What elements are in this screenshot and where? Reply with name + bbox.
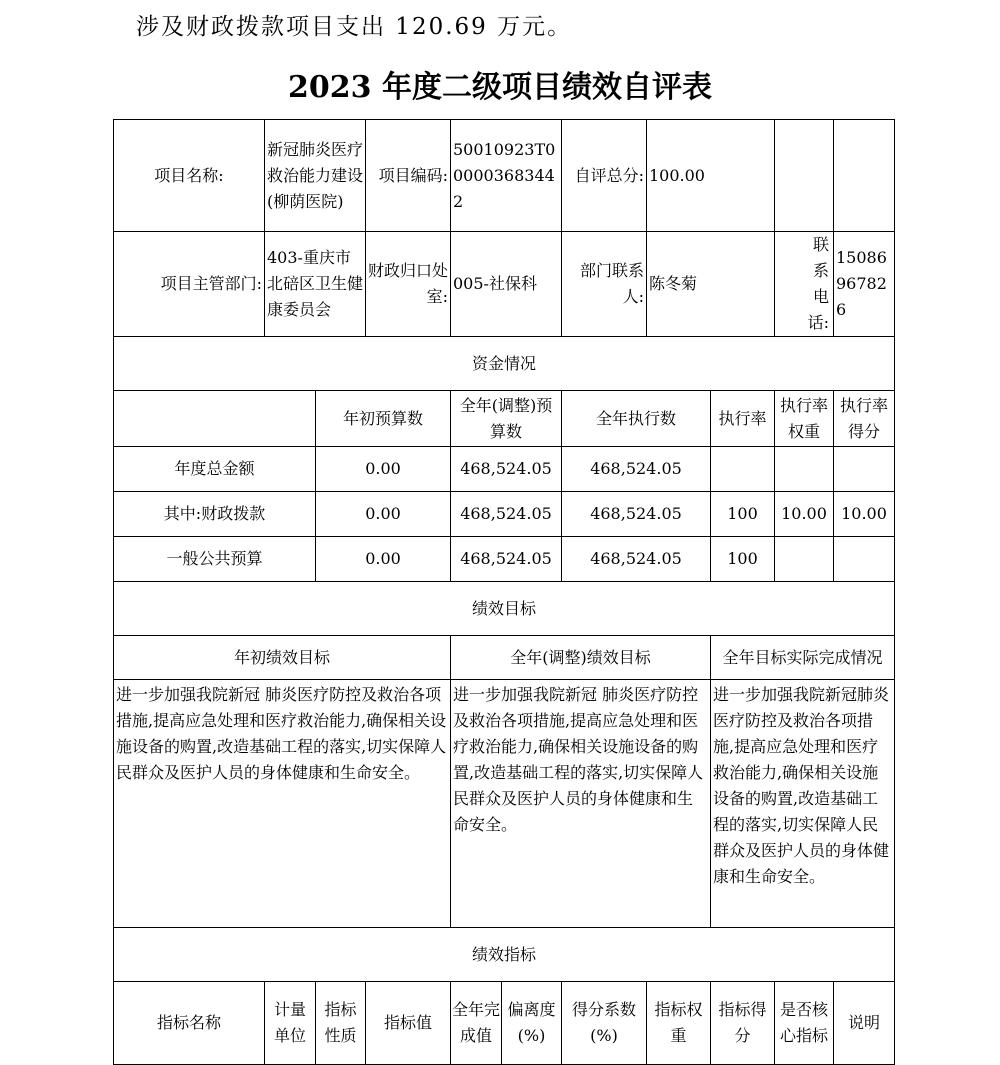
funds-executed: 468,524.05 bbox=[562, 492, 711, 537]
funds-row-label: 其中:财政拨款 bbox=[114, 492, 316, 537]
funds-row-general bbox=[114, 537, 895, 582]
funds-header-row bbox=[114, 391, 895, 447]
funds-header-score: 执行率得分 bbox=[834, 391, 895, 447]
funds-initial: 0.00 bbox=[316, 537, 451, 582]
funds-section-title: 资金情况 bbox=[114, 337, 895, 391]
goals-header-initial: 年初绩效目标 bbox=[114, 636, 451, 680]
project-code-label: 项目编码: bbox=[366, 120, 451, 232]
evaluation-table bbox=[113, 119, 895, 1065]
self-score-label: 自评总分: bbox=[562, 120, 647, 232]
ind-header-completed: 全年完成值 bbox=[451, 982, 502, 1064]
goals-text-adjusted: 进一步加强我院新冠 肺炎医疗防控及救治各项措施,提高应急处理和医疗救治能力,确保相关设施设备的购置,改造基础工程的落实,切实保障人民群众及医护人员的身体健康和生命安全。 bbox=[451, 680, 711, 928]
project-name-value: 新冠肺炎医疗救治能力建设(柳荫医院) bbox=[265, 120, 366, 232]
ind-header-core: 是否核心指标 bbox=[775, 982, 834, 1065]
goals-header-adjusted: 全年(调整)绩效目标 bbox=[451, 636, 711, 680]
dept-value: 403-重庆市北碚区卫生健康委员会 bbox=[265, 232, 366, 337]
ind-header-score: 指标得分 bbox=[711, 982, 775, 1065]
funds-header-initial: 年初预算数 bbox=[316, 391, 451, 447]
funds-score: 10.00 bbox=[834, 492, 895, 537]
project-code-value: 50010923T000003683442 bbox=[451, 120, 562, 232]
funds-section-row bbox=[114, 337, 895, 391]
funds-rate: 100 bbox=[711, 537, 775, 582]
indicators-section-row bbox=[114, 928, 895, 982]
funds-weight bbox=[775, 537, 834, 582]
goals-header-row bbox=[114, 636, 895, 680]
funds-adjusted: 468,524.05 bbox=[451, 492, 562, 537]
funds-row-label: 一般公共预算 bbox=[114, 537, 316, 582]
project-name-label: 项目名称: bbox=[114, 120, 265, 232]
funds-header-rate: 执行率 bbox=[711, 391, 775, 447]
empty-cell bbox=[834, 120, 895, 232]
ind-header-deviation: 偏离度(%) bbox=[507, 1000, 556, 1045]
page-title: 2023 年度二级项目绩效自评表 bbox=[288, 70, 712, 105]
empty-cell bbox=[775, 120, 834, 232]
goals-text-actual: 进一步加强我院新冠肺炎医疗防控及救治各项措施,提高应急处理和医疗救治能力,确保相关设施设备的购置,改造基础工程的落实,切实保障人民群众及医护人员的身体健康和生命安全。 bbox=[711, 680, 895, 928]
goals-section-row bbox=[114, 582, 895, 636]
funds-adjusted: 468,524.05 bbox=[451, 447, 562, 492]
funds-row-label: 年度总金额 bbox=[114, 447, 316, 492]
funds-weight: 10.00 bbox=[775, 492, 834, 537]
ind-header-nature: 指标性质 bbox=[316, 982, 366, 1065]
ind-header-note: 说明 bbox=[834, 982, 895, 1065]
funds-header-executed: 全年执行数 bbox=[562, 391, 711, 447]
funds-header-weight: 执行率权重 bbox=[775, 391, 834, 447]
funds-initial: 0.00 bbox=[316, 447, 451, 492]
funds-rate: 100 bbox=[711, 492, 775, 537]
indicators-section-title: 绩效指标 bbox=[114, 928, 895, 982]
ind-header-weight: 指标权重 bbox=[647, 982, 711, 1065]
funds-header-adjusted: 全年(调整)预算数 bbox=[451, 391, 562, 447]
project-name-row bbox=[114, 120, 895, 232]
goals-text-row bbox=[114, 680, 895, 928]
funds-score bbox=[834, 447, 895, 492]
funds-row-fiscal bbox=[114, 492, 895, 537]
ind-header-unit: 计量单位 bbox=[265, 982, 316, 1065]
goals-header-actual: 全年目标实际完成情况 bbox=[711, 636, 895, 680]
department-row bbox=[114, 232, 895, 337]
ind-header-coef: 得分系数(%) bbox=[562, 982, 647, 1065]
ind-header-name: 指标名称 bbox=[114, 982, 265, 1065]
funds-rate bbox=[711, 447, 775, 492]
finance-office-value: 005-社保科 bbox=[451, 232, 562, 337]
funds-executed: 468,524.05 bbox=[562, 447, 711, 492]
goals-section-title: 绩效目标 bbox=[114, 582, 895, 636]
funds-executed: 468,524.05 bbox=[562, 537, 711, 582]
contact-value: 陈冬菊 bbox=[647, 232, 775, 337]
funds-score bbox=[834, 537, 895, 582]
dept-label: 项目主管部门: bbox=[114, 232, 265, 337]
funds-weight bbox=[775, 447, 834, 492]
self-score-value: 100.00 bbox=[647, 120, 775, 232]
ind-header-group bbox=[451, 982, 562, 1065]
finance-office-label: 财政归口处室: bbox=[366, 232, 451, 337]
contact-label: 部门联系人: bbox=[562, 232, 647, 337]
funds-adjusted: 468,524.05 bbox=[451, 537, 562, 582]
phone-value: 15086967826 bbox=[834, 232, 895, 337]
intro-line: 涉及财政拨款项目支出 120.69 万元。 bbox=[136, 14, 573, 40]
ind-header-value: 指标值 bbox=[366, 982, 451, 1065]
goals-text-initial: 进一步加强我院新冠 肺炎医疗防控及救治各项措施,提高应急处理和医疗救治能力,确保相关设施设备的购置,改造基础工程的落实,切实保障人民群众及医护人员的身体健康和生命安全。 bbox=[114, 680, 451, 928]
funds-initial: 0.00 bbox=[316, 492, 451, 537]
indicators-header-row bbox=[114, 982, 895, 1065]
phone-label: 联系电话: bbox=[775, 232, 834, 337]
funds-row-total bbox=[114, 447, 895, 492]
funds-header-blank bbox=[114, 391, 316, 447]
